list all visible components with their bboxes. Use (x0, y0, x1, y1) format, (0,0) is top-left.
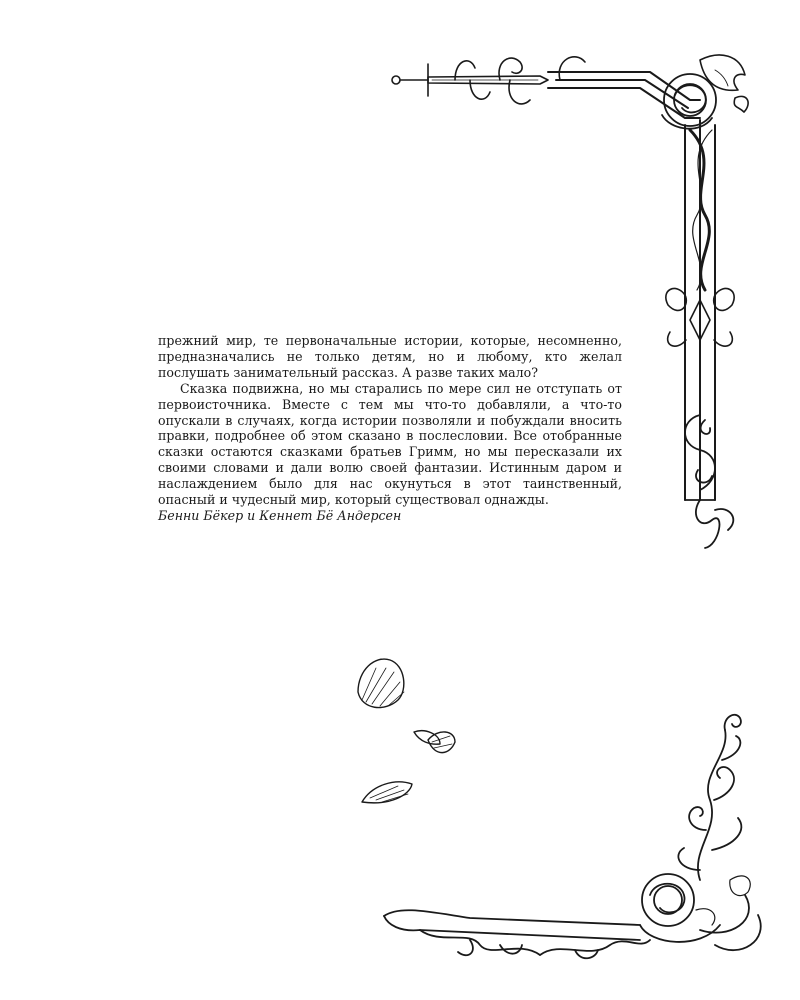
preface-paragraph: прежний мир, те первоначальные истории, которые, несомненно, предназначались не только детям, но и любому, кто желал послушать занимательный рассказ. А разве таких мало? (158, 333, 622, 380)
preface-paragraph: Сказка подвижна, но мы старались по мере сил не отступать от первоисточника. Вместе с тем мы что-то добавляли, а что-то опускали в случаях, когда истории позволяли и побуждали вносить правки, подробнее об этом сказано в послесловии. Все отобранные сказки остаются сказками братьев Гримм, но мы пересказали их своими словами и дали волю своей фантазии. Истинным даром и наслаждением было для нас окунуться в этот таинственный, опасный и чудесный мир, который существовал однажды. (158, 380, 622, 508)
preface-text-block (158, 333, 622, 524)
author-signature: Бенни Бёкер и Кеннет Бё Андерсен (158, 507, 402, 523)
